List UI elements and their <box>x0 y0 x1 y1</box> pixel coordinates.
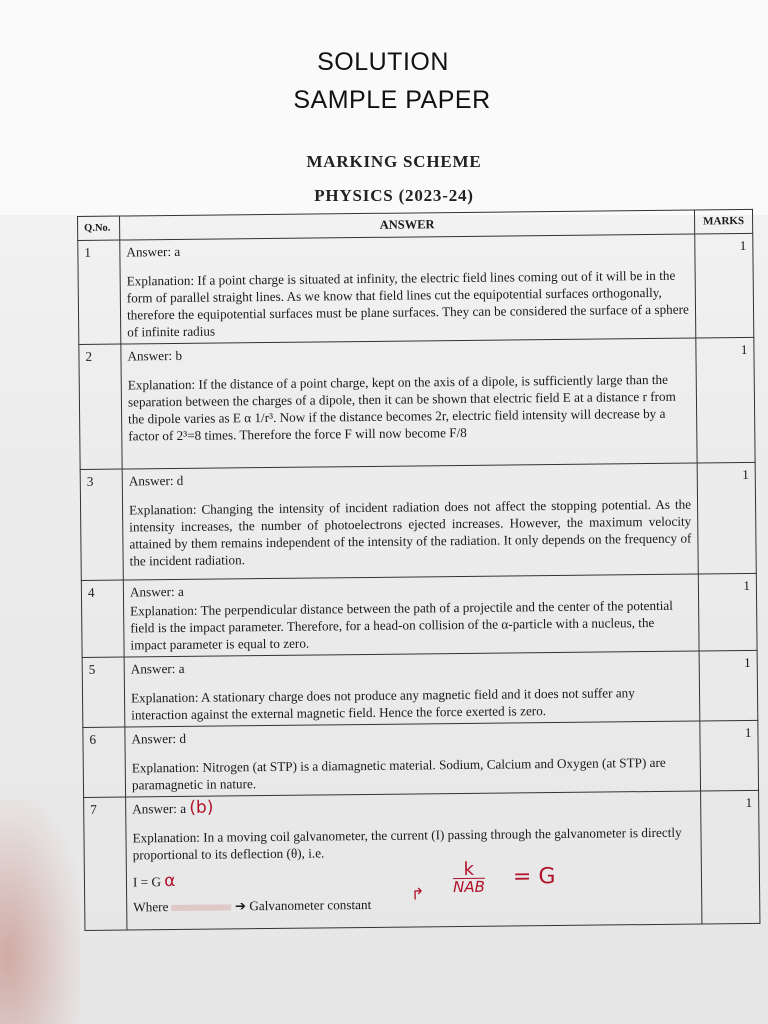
handwritten-arrow-icon: ↱ <box>411 884 425 904</box>
marks-cell: 1 <box>697 462 756 574</box>
subject-title: PHYSICS (2023-24) <box>314 186 474 205</box>
answer-label: Answer: a <box>130 660 185 677</box>
table-row <box>84 790 760 930</box>
qno-header: Q.No. <box>78 216 120 240</box>
table-row <box>80 462 756 580</box>
answer-cell <box>121 338 697 469</box>
answer-cell <box>125 721 701 797</box>
answer-label: Answer: a <box>132 800 187 817</box>
answer-label: Answer: a <box>126 243 181 260</box>
marks-cell: 1 <box>695 233 754 338</box>
answer-cell <box>120 234 696 344</box>
marks-cell: 1 <box>696 337 755 463</box>
answer-header: ANSWER <box>120 210 695 240</box>
formula-text: I = G <box>132 874 162 890</box>
fraction-denominator: NAB <box>452 877 485 897</box>
explanation-text: Explanation: A stationary charge does not produce any magnetic field and it does not suffer any interaction against the external magnetic field. Hence the force exerted is zero. <box>130 685 635 723</box>
explanation-text: Explanation: The perpendicular distance between the path of a projectile and the center of the potential field is the impact parameter. Therefore, for a head-on collision of the α-particle with a nucleus, the impact parameter is equal to zero. <box>130 597 673 653</box>
table-row <box>82 650 758 727</box>
table-row <box>81 573 757 657</box>
question-number: 6 <box>83 727 126 797</box>
explanation-text: Explanation: If the distance of a point charge, kept on the axis of a dipole, is sufficiently large than the separation between the charges of a dipole, then it can be shown that electric field E at a distance r from the dipole varies as E α 1/r³. Now if the distance becomes 2r, electric field intensity will decrease by a factor of 2³=8 times. Therefore the force F will now become F/8 <box>127 371 676 444</box>
solution-title: SOLUTION <box>317 48 449 76</box>
table-row <box>83 720 759 797</box>
answer-cell <box>124 651 700 727</box>
question-number: 1 <box>78 240 121 344</box>
handwritten-answer: (b) <box>189 797 214 818</box>
fraction-numerator: k <box>453 861 485 879</box>
answer-cell <box>123 574 699 657</box>
handwritten-equals-g: = G <box>512 864 556 890</box>
answer-label: Answer: d <box>131 730 187 747</box>
marks-cell: 1 <box>698 573 757 651</box>
explanation-text: Explanation: In a moving coil galvanometer, the current (I) passing through the galvanometer is directly proportional to its deflection (θ), i.e. <box>132 824 682 863</box>
answer-label: Answer: a <box>129 583 184 600</box>
explanation-text: Explanation: Changing the intensity of incident radiation does not affect the stopping potential. As the intensity increases, the number of photoelectrons ejected increases. However, the maximum velocity attained by them remains independent of the intensity of the radiation. It only depends on the frequency of the incident radiation. <box>129 496 692 569</box>
question-number: 4 <box>81 580 124 657</box>
marks-header: MARKS <box>694 209 752 234</box>
question-number: 2 <box>79 344 122 469</box>
answer-cell <box>126 791 702 930</box>
answer-label: Answer: b <box>127 347 183 364</box>
sample-paper-title: SAMPLE PAPER <box>293 86 491 114</box>
answer-line <box>132 795 694 818</box>
table-row <box>78 233 754 344</box>
where-label: Where <box>133 899 169 915</box>
marking-scheme-title: MARKING SCHEME <box>306 152 482 171</box>
marking-table <box>77 209 760 931</box>
where-text: ➔ Galvanometer constant <box>234 896 372 914</box>
marks-cell: 1 <box>699 650 758 721</box>
question-number: 5 <box>82 657 125 727</box>
answer-label: Answer: d <box>128 472 184 489</box>
question-number: 3 <box>80 469 123 580</box>
handwritten-fraction <box>452 858 485 897</box>
marks-cell: 1 <box>701 790 760 924</box>
explanation-text: Explanation: Nitrogen (at STP) is a diamagnetic material. Sodium, Calcium and Oxygen (at STP) are paramagnetic in nature. <box>131 754 666 793</box>
table-row <box>79 337 755 469</box>
question-number: 7 <box>84 797 127 930</box>
marks-cell: 1 <box>700 720 759 791</box>
stain <box>0 800 80 1024</box>
explanation-text: Explanation: If a point charge is situated at infinity, the electric field lines coming out of it will be in the form of parallel straight lines. As we know that field lines cut the equipotential surfaces orthogonally, therefore the equipotential surfaces must be plane surfaces. They can be considered the surface of a sphere of infinite radius <box>126 267 689 340</box>
answer-cell <box>122 463 698 580</box>
handwritten-proportional: α <box>164 871 176 892</box>
smudge <box>172 904 232 911</box>
